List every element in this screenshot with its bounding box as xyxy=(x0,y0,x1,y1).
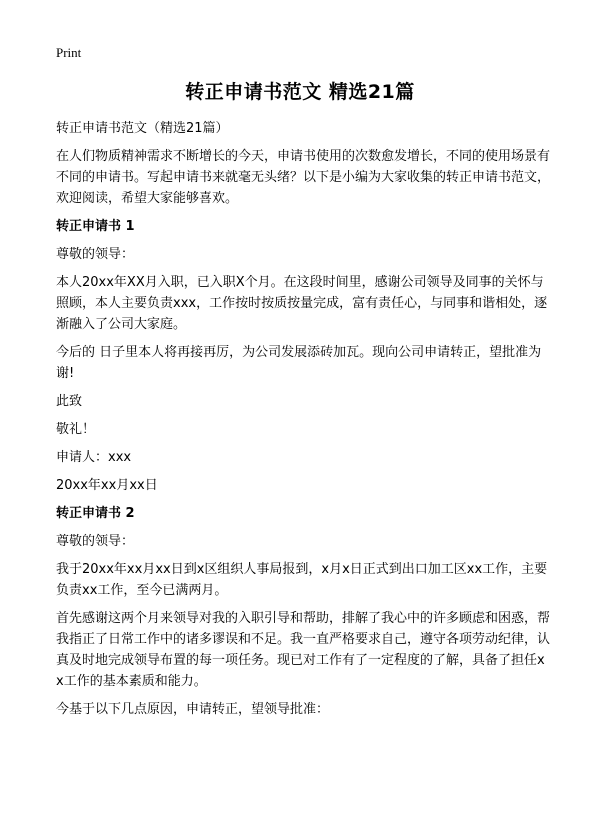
body-paragraph: 今后的 日子里本人将再接再厉，为公司发展添砖加瓦。现向公司申请转正，望批准为谢! xyxy=(56,345,542,381)
body-paragraph: 我于20xx年xx月xx日到x区组织人事局报到，x月x日正式到出口加工区xx工作，主要负责xx工作，至今已满两月。 xyxy=(56,562,548,598)
closing-line: 敬礼！ xyxy=(56,422,96,437)
applicant-line: 申请人：xxx xyxy=(56,450,132,465)
body-paragraph: 今基于以下几点原因，申请转正，望领导批准： xyxy=(56,702,330,717)
salutation: 尊敬的领导： xyxy=(56,534,135,549)
body-paragraph: 本人20xx年XX月入职，已入职X个月。在这段时间里，感谢公司领导及同事的关怀与照顾，本人主要负责xxx，工作按时按质按量完成，富有责任心，与同事和谐相处，逐渐融入了公司大家庭。 xyxy=(56,275,548,332)
closing-line: 此致 xyxy=(56,394,83,409)
section-heading: 转正申请书 1 xyxy=(56,219,135,234)
print-link[interactable]: Print xyxy=(56,45,82,60)
body-paragraph: 首先感谢这两个月来领导对我的入职引导和帮助，排解了我心中的许多顾虑和困惑，帮我指正了日常工作中的诸多谬误和不足。我一直严格要求自己，遵守各项劳动纪律，认真及时地完成领导布置的每一项任务。现已对工作有了一定程度的了解，具备了担任xx工作的基本素质和能力。 xyxy=(56,611,551,689)
intro-paragraph: 在人们物质精神需求不断增长的今天，申请书使用的次数愈发增长，不同的使用场景有不同的申请书。写起申请书来就毫无头绪？以下是小编为大家收集的转正申请书范文，欢迎阅读，希望大家能够喜欢。 xyxy=(56,149,551,206)
section-heading: 转正申请书 2 xyxy=(56,506,135,521)
document-body xyxy=(56,118,552,720)
document-title: 转正申请书范文 精选21篇 xyxy=(185,81,415,103)
document-subtitle: 转正申请书范文（精选21篇） xyxy=(56,121,229,136)
date-line: 20xx年xx月xx日 xyxy=(56,478,158,493)
salutation: 尊敬的领导： xyxy=(56,247,135,262)
